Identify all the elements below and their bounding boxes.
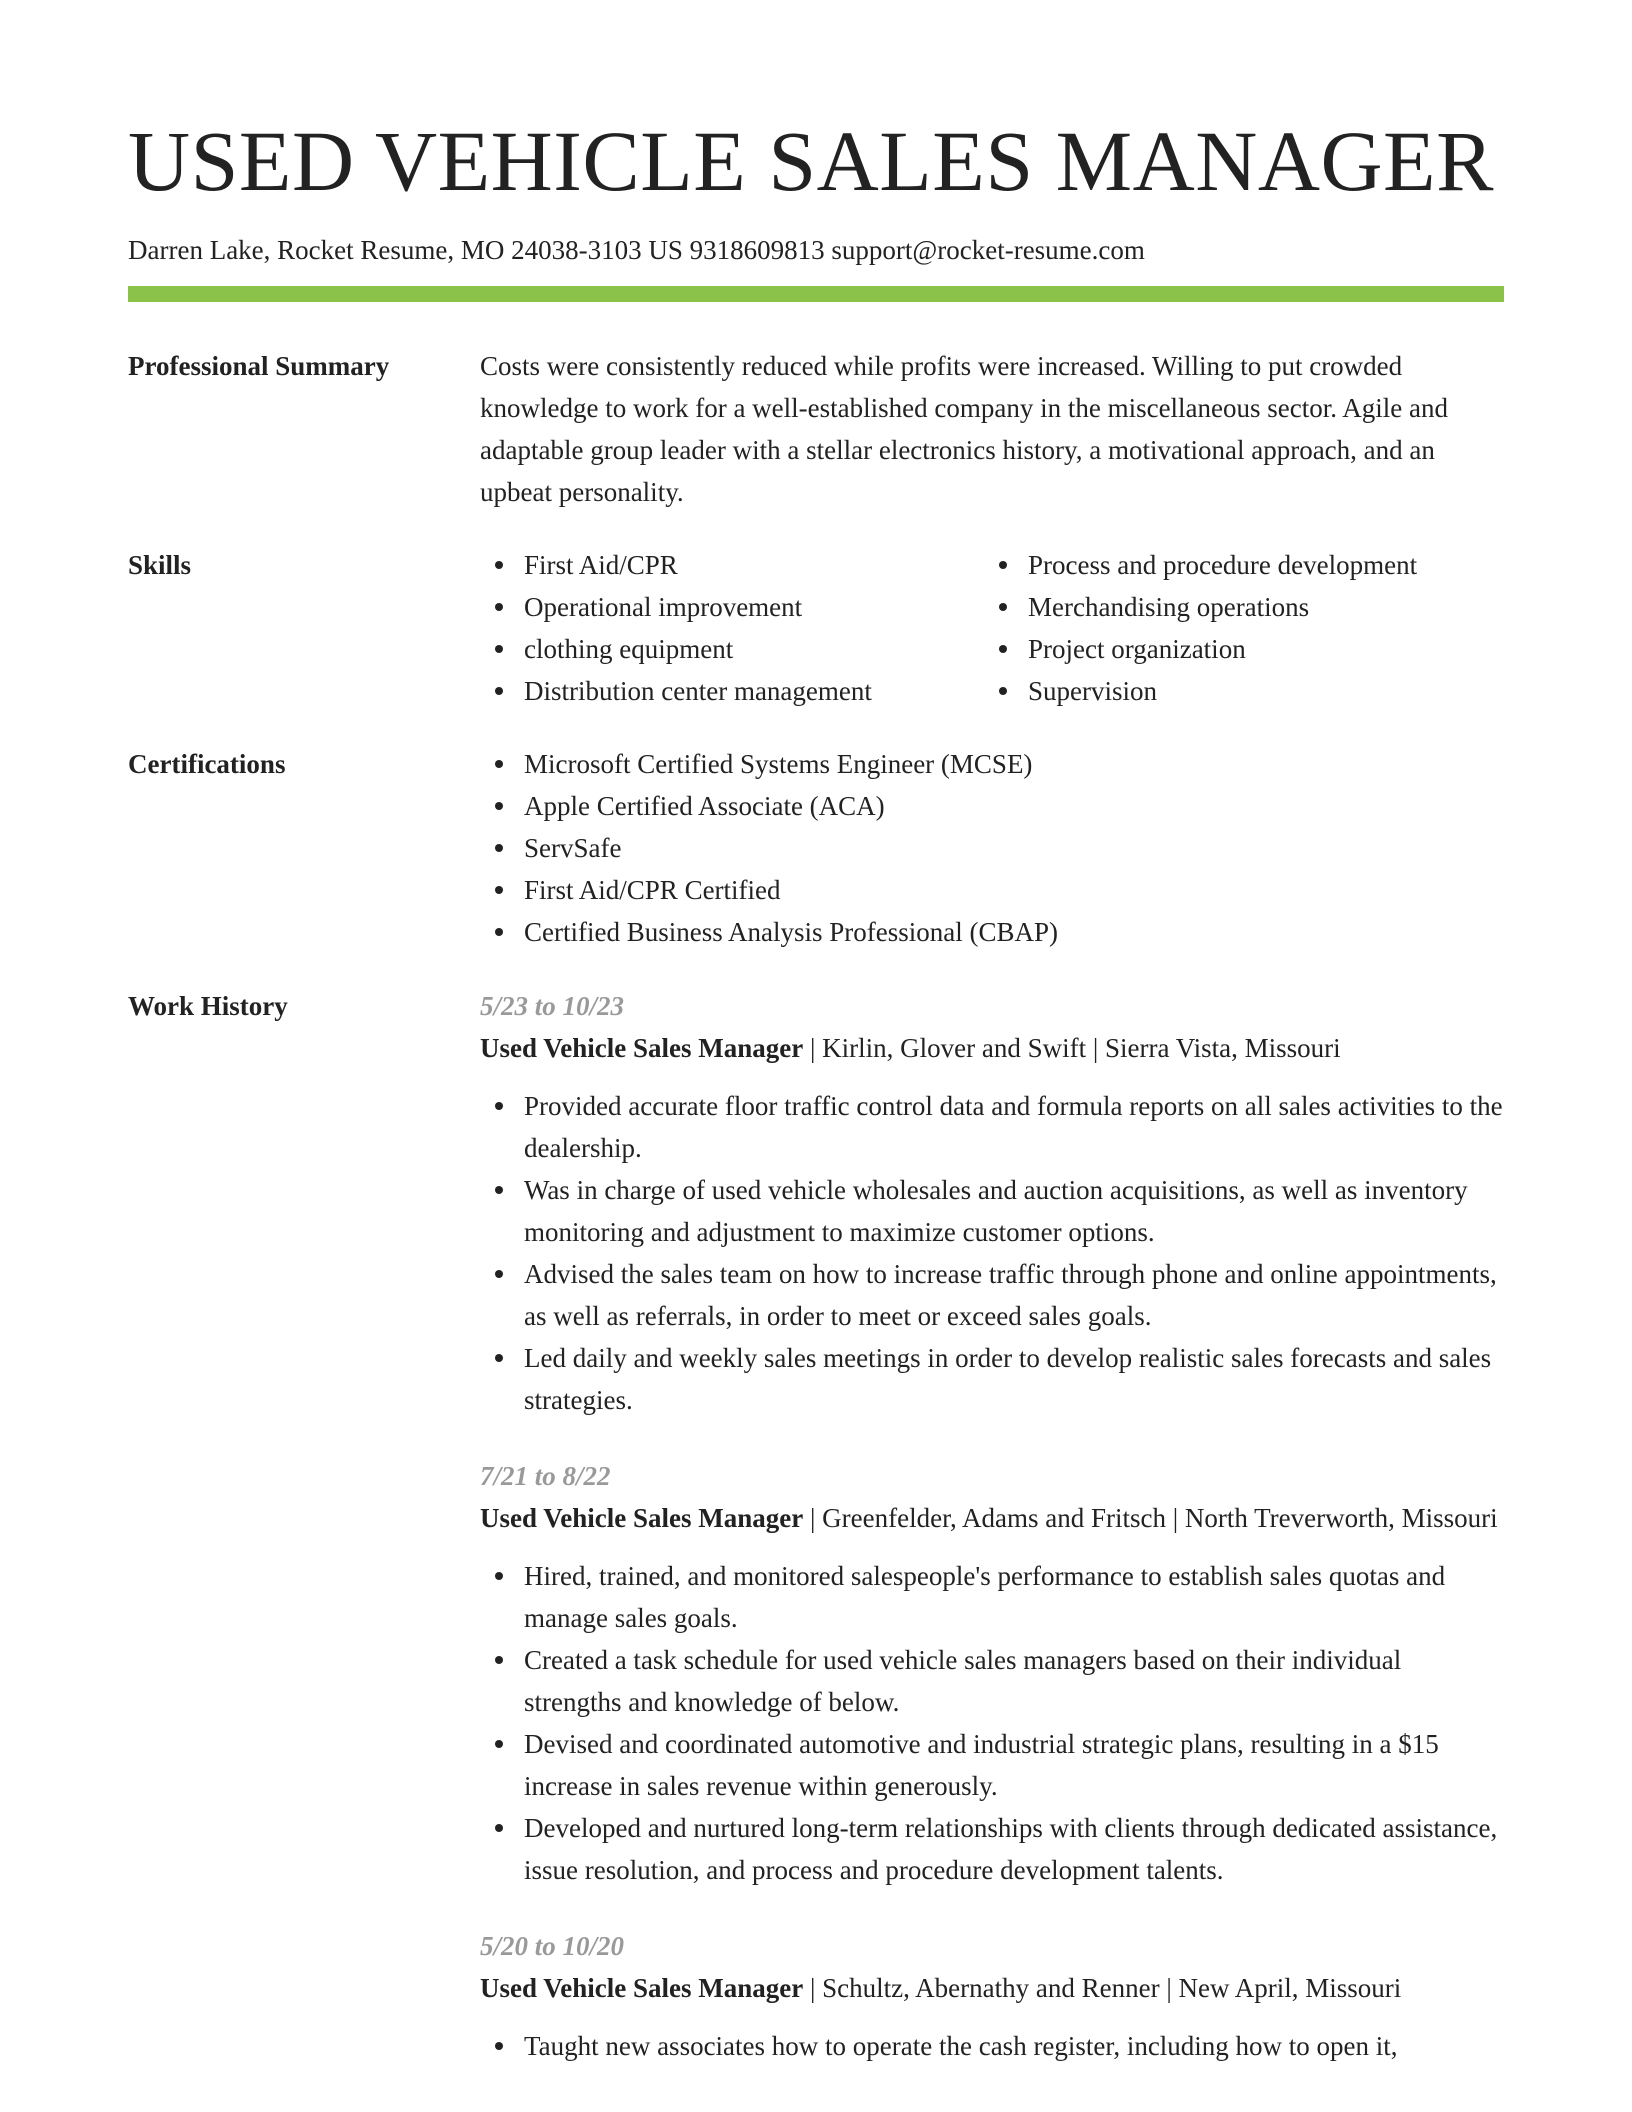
skill-item: Process and procedure development: [984, 544, 1504, 586]
job-bullet: Created a task schedule for used vehicle sales managers based on their individual strengths and knowledge of below.: [480, 1639, 1504, 1723]
job-details: | Schultz, Abernathy and Renner | New April, Missouri: [803, 1973, 1402, 2003]
summary-label: Professional Summary: [128, 351, 390, 381]
certification-item: First Aid/CPR Certified: [480, 869, 1504, 911]
job-bullet: Advised the sales team on how to increase traffic through phone and online appointments, as well as referrals, in order to meet or exceed sales goals.: [480, 1253, 1504, 1337]
job-title: Used Vehicle Sales Manager: [480, 1503, 804, 1533]
certification-item: Certified Business Analysis Professional (CBAP): [480, 911, 1504, 953]
skills-label: Skills: [128, 550, 192, 580]
job-dates: 5/20 to 10/20: [480, 1931, 625, 1961]
summary-text: Costs were consistently reduced while profits were increased. Willing to put crowded knowledge to work for a well-established company in the miscellaneous sector. Agile and adaptable group leader with a stellar electronics history, a motivational approach, and an upbeat personality.: [480, 351, 1448, 507]
skill-item: First Aid/CPR: [480, 544, 984, 586]
certifications-list: [480, 743, 1504, 953]
job-heading: [480, 1497, 1504, 1539]
job-bullets: [480, 1085, 1504, 1421]
job-bullet: Provided accurate floor traffic control data and formula reports on all sales activities to the dealership.: [480, 1085, 1504, 1169]
job-details: | Kirlin, Glover and Swift | Sierra Vista, Missouri: [803, 1033, 1341, 1063]
skill-item: clothing equipment: [480, 628, 984, 670]
job-entry: [480, 985, 1504, 1421]
skills-column-1: [480, 544, 984, 712]
accent-divider: [128, 286, 1504, 302]
contact-line: Darren Lake, Rocket Resume, MO 24038-3103 US 9318609813 support@rocket-resume.com: [128, 235, 1145, 265]
job-dates: 5/23 to 10/23: [480, 991, 625, 1021]
job-bullet: Taught new associates how to operate the cash register, including how to open it,: [480, 2025, 1504, 2067]
job-dates: 7/21 to 8/22: [480, 1461, 611, 1491]
resume-title: USED VEHICLE SALES MANAGER: [128, 113, 1494, 209]
certification-item: Apple Certified Associate (ACA): [480, 785, 1504, 827]
job-title: Used Vehicle Sales Manager: [480, 1033, 804, 1063]
certification-item: ServSafe: [480, 827, 1504, 869]
skill-item: Project organization: [984, 628, 1504, 670]
job-entry: [480, 1925, 1504, 2067]
job-title: Used Vehicle Sales Manager: [480, 1973, 804, 2003]
job-bullet: Was in charge of used vehicle wholesales and auction acquisitions, as well as inventory monitoring and adjustment to maximize customer options.: [480, 1169, 1504, 1253]
skill-item: Merchandising operations: [984, 586, 1504, 628]
job-bullet: Led daily and weekly sales meetings in order to develop realistic sales forecasts and sales strategies.: [480, 1337, 1504, 1421]
job-heading: [480, 1967, 1504, 2009]
job-bullet: Hired, trained, and monitored salespeople's performance to establish sales quotas and manage sales goals.: [480, 1555, 1504, 1639]
job-details: | Greenfelder, Adams and Fritsch | North Treverworth, Missouri: [803, 1503, 1498, 1533]
certification-item: Microsoft Certified Systems Engineer (MCSE): [480, 743, 1504, 785]
job-heading: [480, 1027, 1504, 1069]
job-bullet: Developed and nurtured long-term relationships with clients through dedicated assistance, issue resolution, and process and procedure development talents.: [480, 1807, 1504, 1891]
job-bullet: Devised and coordinated automotive and industrial strategic plans, resulting in a $15 increase in sales revenue within generously.: [480, 1723, 1504, 1807]
skill-item: Distribution center management: [480, 670, 984, 712]
skills-list: [480, 544, 1504, 712]
job-entry: [480, 1455, 1504, 1891]
job-bullets: [480, 2025, 1504, 2067]
certifications-list-wrap: [480, 743, 1504, 953]
certifications-label: Certifications: [128, 749, 286, 779]
skills-column-2: [984, 544, 1504, 712]
work-history-list: [480, 985, 1504, 2101]
work-history-label: Work History: [128, 991, 288, 1021]
skill-item: Supervision: [984, 670, 1504, 712]
skill-item: Operational improvement: [480, 586, 984, 628]
job-bullets: [480, 1555, 1504, 1891]
